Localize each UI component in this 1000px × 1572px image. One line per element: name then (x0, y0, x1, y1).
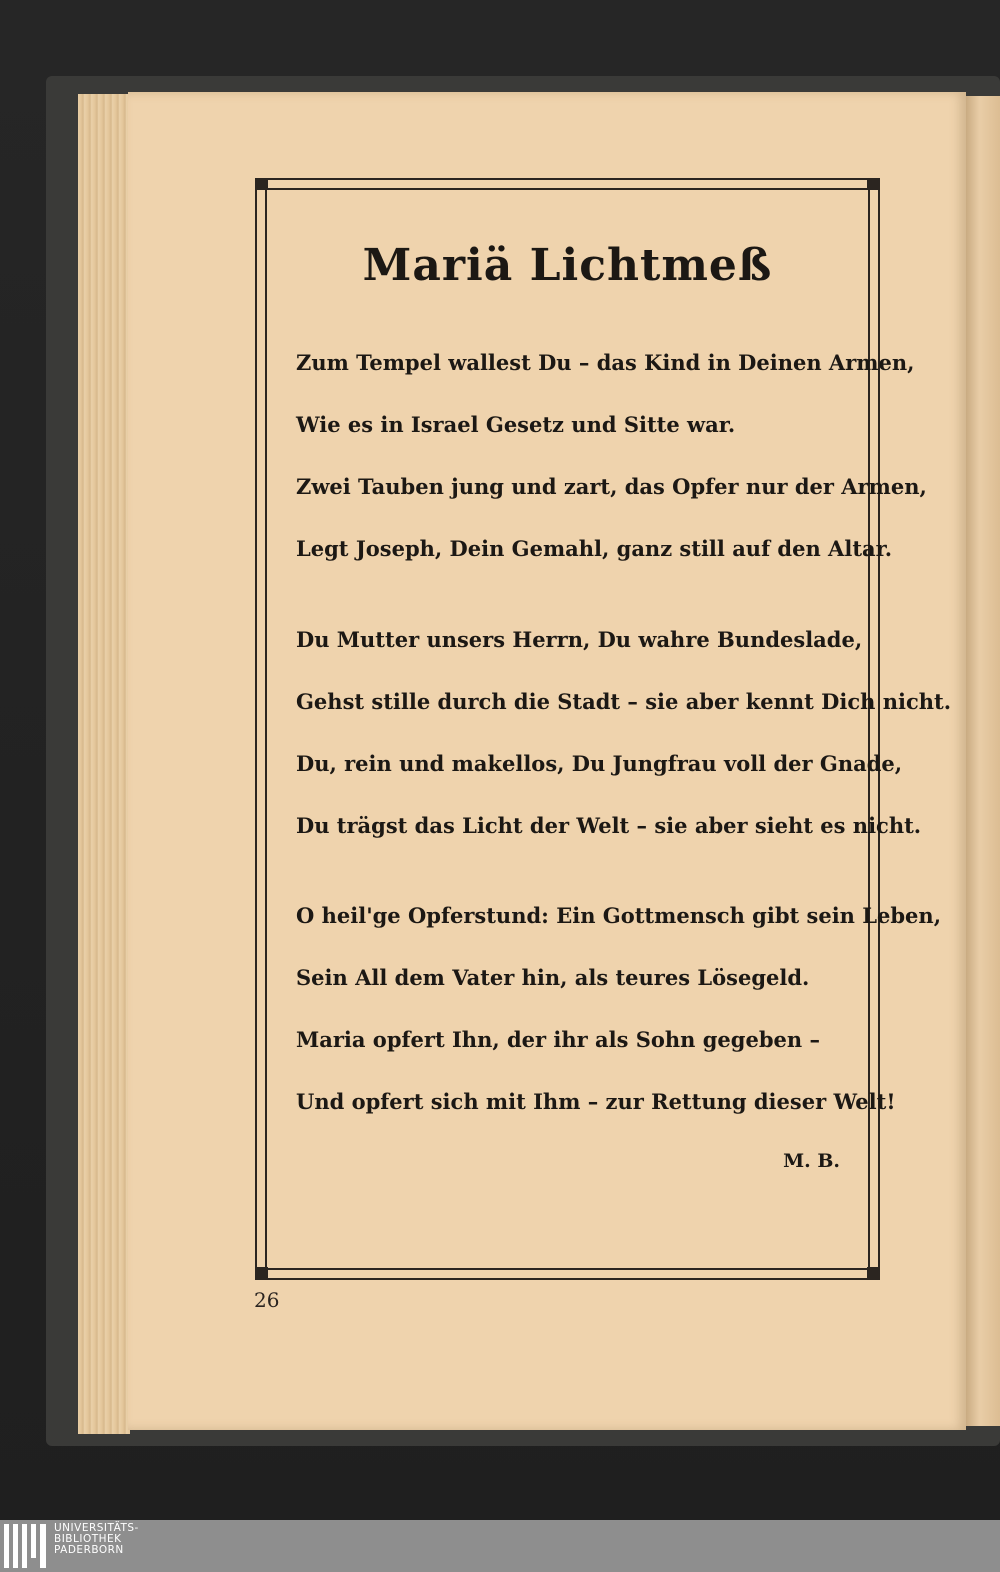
logo-line: UNIVERSITÄTS- (54, 1522, 139, 1534)
poem-title: Mariä Lichtmeß (362, 240, 773, 291)
page-number: 26 (254, 1288, 280, 1312)
verse-line: Legt Joseph, Dein Gemahl, ganz still auf den Altar. (296, 536, 893, 561)
logo-line: PADERBORN (54, 1544, 124, 1556)
verse-line: Zum Tempel wallest Du – das Kind in Deinen Armen, (296, 350, 915, 375)
library-footer-bar (0, 1520, 1000, 1572)
verse-line: Sein All dem Vater hin, als teures Lösegeld. (296, 965, 810, 990)
verse-line: Zwei Tauben jung und zart, das Opfer nur der Armen, (296, 474, 927, 499)
frame-corner-top-right (867, 178, 879, 190)
library-logo-icon (4, 1524, 48, 1568)
frame-corner-bottom-left (256, 1267, 268, 1279)
library-logo-text (54, 1523, 139, 1556)
facing-page-edge (966, 96, 1000, 1426)
frame-corner-top-left (256, 178, 268, 190)
verse-line: O heil'ge Opferstund: Ein Gottmensch gibt sein Leben, (296, 903, 942, 928)
frame-corner-bottom-right (867, 1267, 879, 1279)
verse-line: Gehst stille durch die Stadt – sie aber kennt Dich nicht. (296, 689, 952, 714)
verse-line: Maria opfert Ihn, der ihr als Sohn gegeben – (296, 1027, 820, 1052)
verse-line: Wie es in Israel Gesetz und Sitte war. (296, 412, 736, 437)
verse-line: Du, rein und makellos, Du Jungfrau voll der Gnade, (296, 751, 903, 776)
page-edges (78, 94, 130, 1434)
verse-line: Und opfert sich mit Ihm – zur Rettung dieser Welt! (296, 1089, 896, 1114)
poem-signature: M. B. (783, 1150, 840, 1172)
verse-line: Du trägst das Licht der Welt – sie aber sieht es nicht. (296, 813, 922, 838)
verse-line: Du Mutter unsers Herrn, Du wahre Bundeslade, (296, 627, 863, 652)
logo-line: BIBLIOTHEK (54, 1533, 122, 1545)
